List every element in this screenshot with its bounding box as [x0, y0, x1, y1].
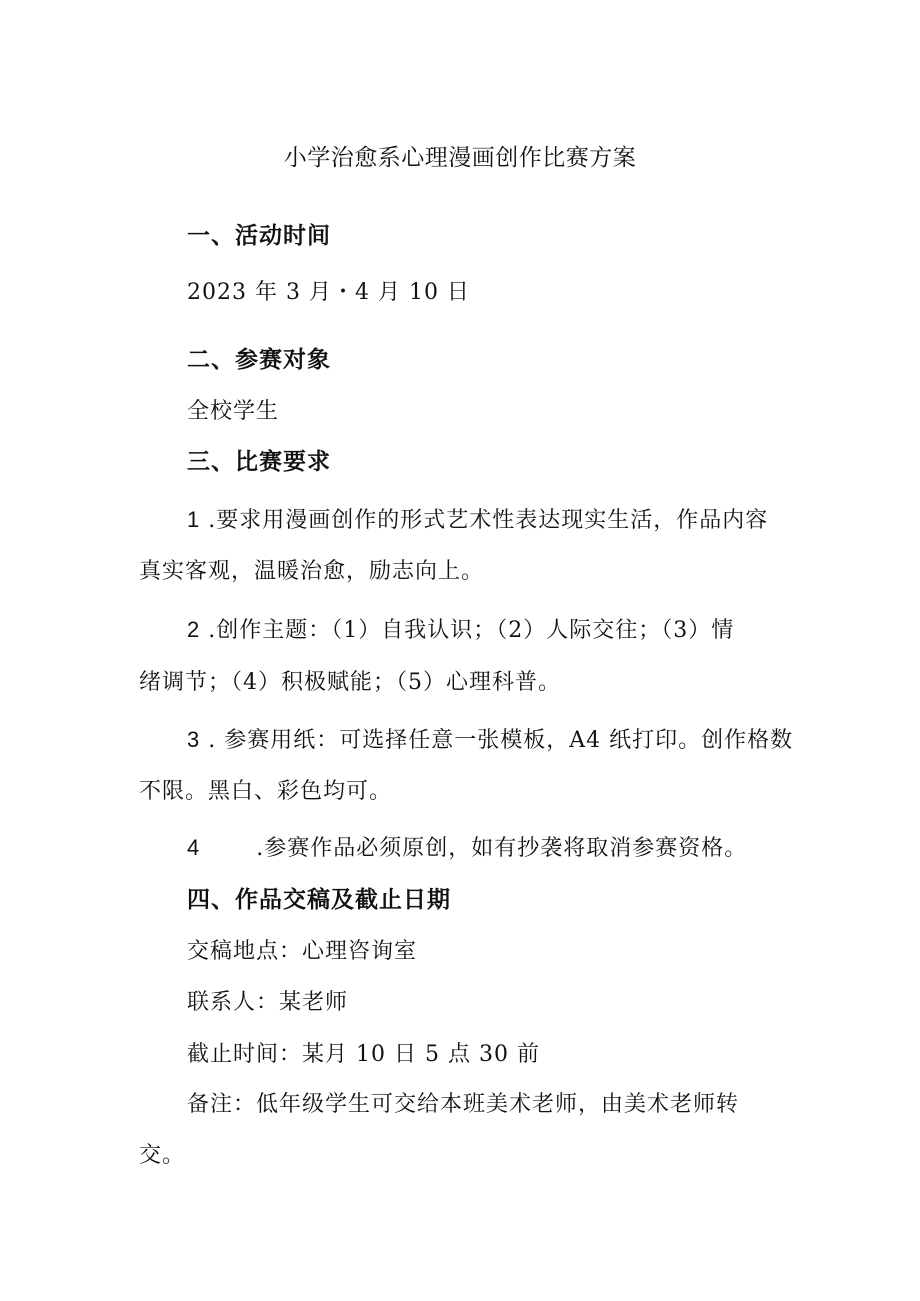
requirement-3-line-2: 不限。黑白、彩色均可。 — [139, 779, 393, 804]
requirement-4-line-1 — [187, 831, 747, 862]
requirement-2-line-1 — [187, 613, 734, 644]
document-title: 小学治愈系心理漫画创作比赛方案 — [283, 145, 637, 171]
submission-note-line-2: 交。 — [139, 1143, 186, 1168]
activity-time: 2023 年 3 月・4 月 10 日 — [187, 280, 470, 305]
requirement-1-number: 1 — [187, 507, 201, 532]
submission-note-line-1: 备注：低年级学生可交给本班美术老师，由美术老师转 — [187, 1092, 740, 1117]
requirement-4-text: .参赛作品必须原创，如有抄袭将取消参赛资格。 — [200, 836, 748, 861]
participants-text: 全校学生 — [187, 399, 280, 424]
submission-contact: 联系人：某老师 — [187, 990, 349, 1015]
requirement-3-line-1 — [187, 723, 793, 754]
submission-place: 交稿地点：心理咨询室 — [187, 939, 418, 964]
requirement-2-text: .创作主题：（1）自我认识；（2）人际交往；（3）情 — [200, 618, 735, 643]
section-heading-time: 一、活动时间 — [187, 223, 331, 249]
requirement-2-number: 2 — [187, 617, 201, 642]
section-heading-requirements: 三、比赛要求 — [187, 449, 331, 475]
requirement-3-text: . 参赛用纸：可选择任意一张模板，A4 纸打印。创作格数 — [200, 728, 794, 753]
requirement-1-line-1 — [187, 503, 768, 534]
requirement-1-line-2: 真实客观，温暖治愈，励志向上。 — [139, 559, 485, 584]
requirement-3-number: 3 — [187, 727, 201, 752]
requirement-1-text: .要求用漫画创作的形式艺术性表达现实生活，作品内容 — [200, 508, 769, 533]
requirement-4-number: 4 — [187, 835, 201, 860]
submission-deadline: 截止时间：某月 10 日 5 点 30 前 — [187, 1042, 540, 1067]
section-heading-submission: 四、作品交稿及截止日期 — [187, 887, 451, 913]
section-heading-participants: 二、参赛对象 — [187, 347, 331, 373]
requirement-2-line-2: 绪调节；（4）积极赋能；（5）心理科普。 — [139, 670, 561, 695]
